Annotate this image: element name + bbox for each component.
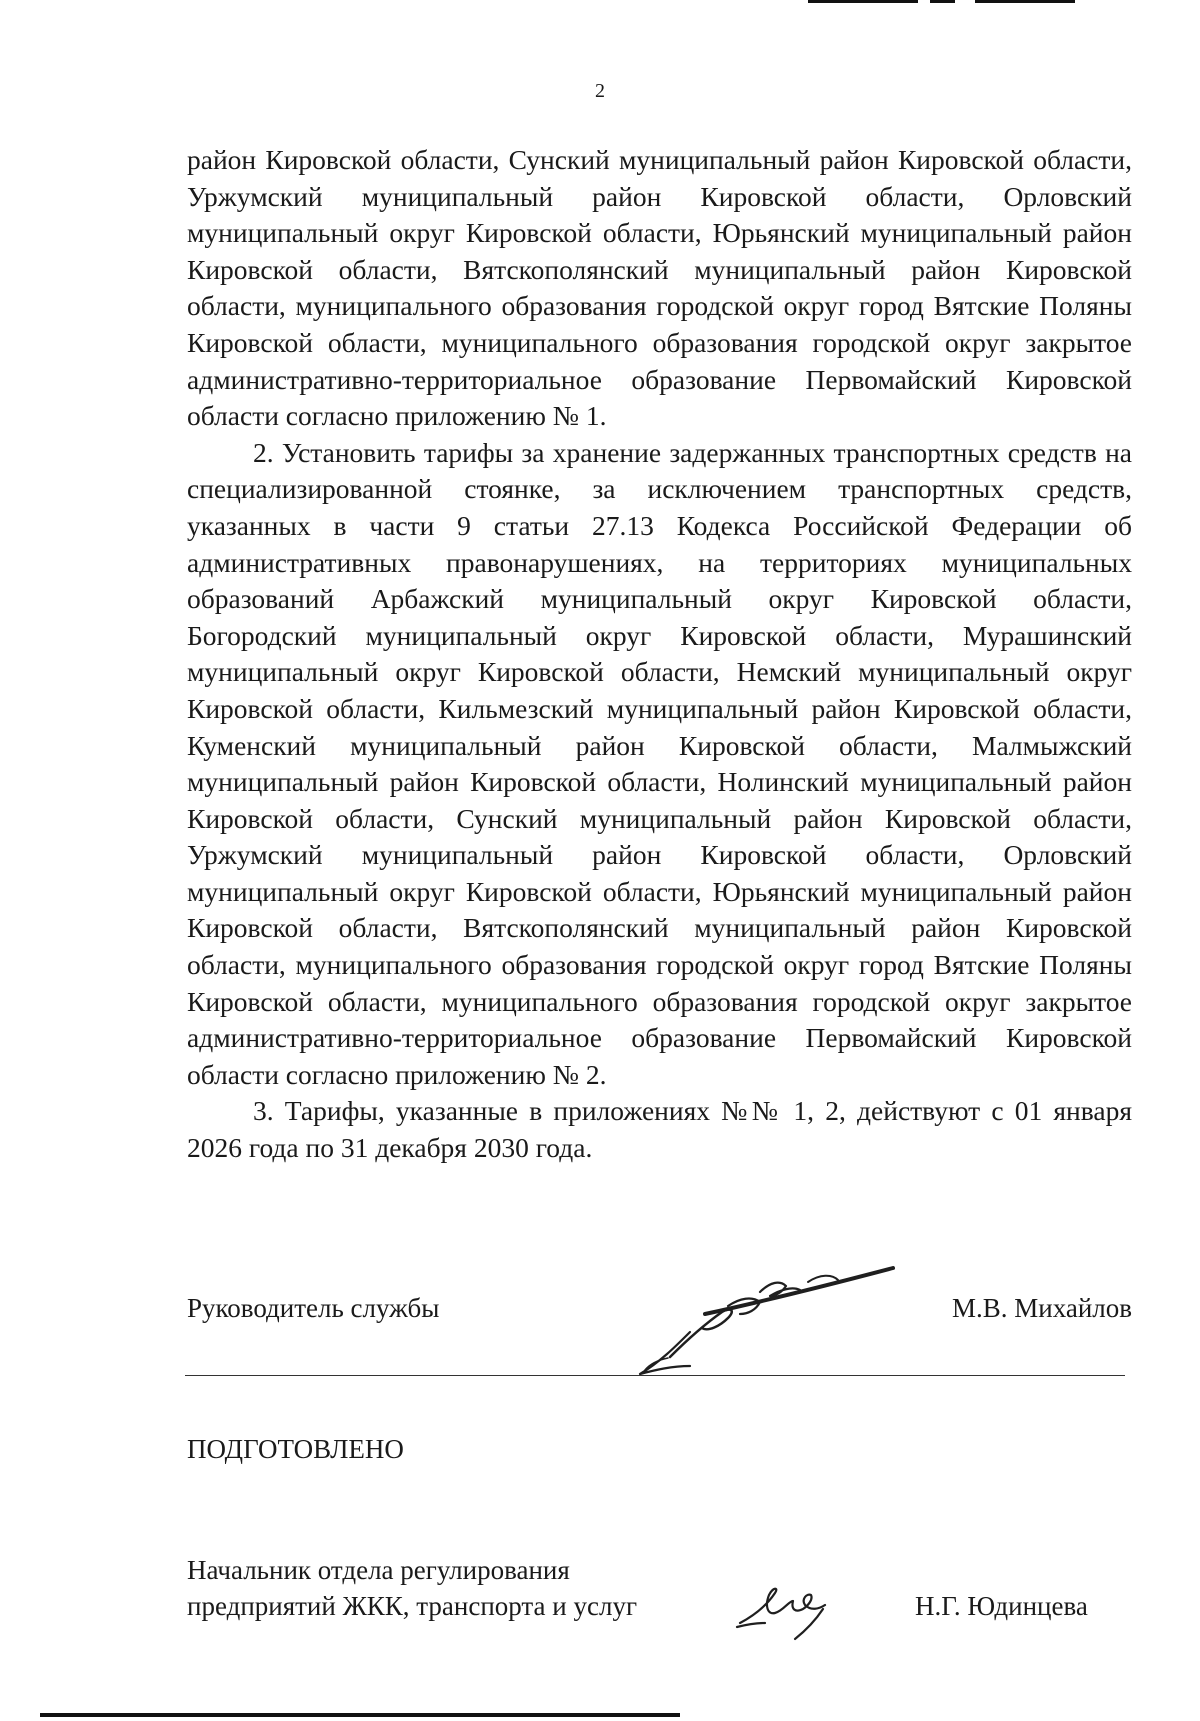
preparer-title-line-2: предприятий ЖКК, транспорта и услуг: [187, 1591, 638, 1621]
prepared-label: ПОДГОТОВЛЕНО: [187, 1434, 404, 1464]
handwritten-signature: [610, 1262, 910, 1382]
signature-divider: [185, 1375, 1125, 1376]
preparer-name: Н.Г. Юдинцева: [915, 1591, 1088, 1621]
signatory-title: Руководитель службы: [187, 1293, 440, 1323]
preparer-title: [187, 1552, 707, 1624]
scan-edge-mark: [40, 1713, 680, 1717]
signatory-name: М.В. Михайлов: [951, 1293, 1132, 1323]
scan-edge-mark: [808, 0, 918, 3]
preparer-signature: [735, 1575, 855, 1645]
scan-edge-mark: [975, 0, 1075, 3]
page-number: 2: [595, 80, 605, 102]
document-body: [187, 142, 1132, 1167]
paragraph-2: 2. Установить тарифы за хранение задержанных транспортных средств на специализированной стоянке, за исключением транспортных средств, указанных в части 9 статьи 27.13 Кодекса Российской Федерации об административных правонарушениях, на территориях муниципальных образований Арбажский муниципальный округ Кировской области, Богородский муниципальный округ Кировской области, Мурашинский муниципальный округ Кировской области, Немский муниципальный округ Кировской области, Кильмезский муниципальный район Кировской области, Куменский муниципальный район Кировской области, Малмыжский муниципальный район Кировской области, Нолинский муниципальный район Кировской области, Сунский муниципальный район Кировской области, Уржумский муниципальный район Кировской области, Орловский муниципальный округ Кировской области, Юрьянский муниципальный район Кировской области, Вятскополянский муниципальный район Кировской области, муниципального образования городской округ город Вятские Поляны Кировской области, муниципального образования городской округ закрытое административно-территориальное образование Первомайский Кировской области согласно приложению № 2.: [187, 436, 1132, 1090]
scan-edge-mark: [930, 0, 955, 3]
paragraph-3: 3. Тарифы, указанные в приложениях №№ 1, 2, действуют с 01 января 2026 года по 31 декабря 2030 года.: [187, 1095, 1132, 1164]
paragraph-1: район Кировской области, Сунский муниципальный район Кировской области, Уржумский муниципальный район Кировской области, Орловский муниципальный округ Кировской области, Юрьянский муниципальный район Кировской области, Вятскополянский муниципальный район Кировской области, муниципального образования городской округ город Вятские Поляны Кировской области, муниципального образования городской округ закрытое административно-территориальное образование Первомайский Кировской области согласно приложению № 1.: [187, 144, 1132, 432]
preparer-title-line-1: Начальник отдела регулирования: [187, 1555, 570, 1585]
